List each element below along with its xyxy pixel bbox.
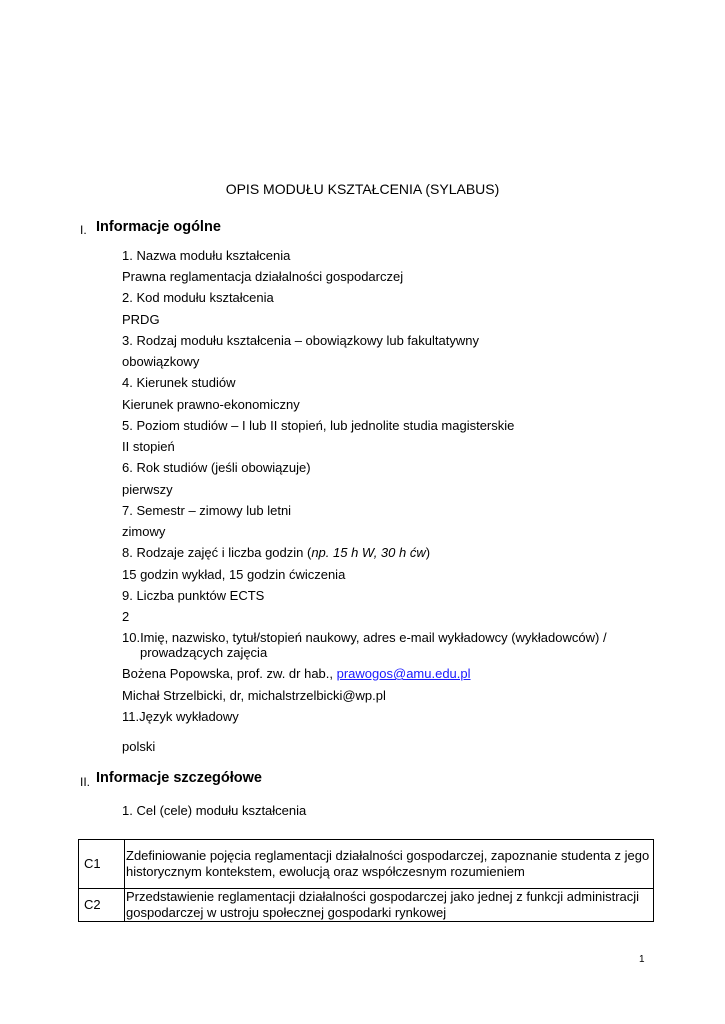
table-row bbox=[79, 840, 654, 889]
item-4-value: Kierunek prawno-ekonomiczny bbox=[122, 397, 300, 412]
section-1-number: I. bbox=[80, 223, 87, 237]
goal-1-line-2: historycznym kontekstem, ewolucją oraz współczesnym rozumieniem bbox=[126, 864, 525, 879]
item-9-value: 2 bbox=[122, 609, 130, 624]
item-8-label-post: ) bbox=[425, 545, 431, 560]
item-1-value: Prawna reglamentacja działalności gospodarczej bbox=[122, 269, 404, 284]
goal-description bbox=[125, 840, 654, 889]
item-6-value: pierwszy bbox=[122, 482, 173, 497]
item-11-value: polski bbox=[122, 739, 156, 754]
item-3-value: obowiązkowy bbox=[122, 354, 200, 369]
item-7-label: 7. Semestr – zimowy lub letni bbox=[122, 503, 292, 518]
item-10-label-line1: 10.Imię, nazwisko, tytuł/stopień naukowy, adres e-mail wykładowcy (wykładowców) / bbox=[122, 630, 607, 645]
table-row bbox=[79, 889, 654, 922]
item-8-label-italic: np. 15 h W, 30 h ćw bbox=[311, 545, 426, 560]
section-2-number: II. bbox=[80, 775, 91, 789]
item-8-value: 15 godzin wykład, 15 godzin ćwiczenia bbox=[122, 567, 346, 582]
item-8-label bbox=[122, 545, 430, 561]
section-1-heading: Informacje ogólne bbox=[96, 219, 221, 235]
goal-1-line-1: Zdefiniowanie pojęcia reglamentacji działalności gospodarczej, zapoznanie studenta z jego bbox=[126, 848, 650, 863]
lecturer-1-email-link[interactable]: prawogos@amu.edu.pl bbox=[336, 666, 471, 681]
item-10-label-line2: prowadzących zajęcia bbox=[140, 645, 268, 660]
item-1-label: 1. Nazwa modułu kształcenia bbox=[122, 248, 291, 263]
item-2-label: 2. Kod modułu kształcenia bbox=[122, 290, 274, 305]
goals-label: 1. Cel (cele) modułu kształcenia bbox=[122, 803, 307, 818]
item-2-value: PRDG bbox=[122, 312, 160, 327]
lecturer-2: Michał Strzelbicki, dr, michalstrzelbicki@wp.pl bbox=[122, 688, 386, 703]
lecturer-1-text: Bożena Popowska, prof. zw. dr hab., bbox=[122, 666, 337, 681]
item-6-label: 6. Rok studiów (jeśli obowiązuje) bbox=[122, 460, 311, 475]
section-2-heading: Informacje szczegółowe bbox=[96, 770, 262, 786]
lecturer-1 bbox=[122, 666, 471, 682]
goal-2-line-2: gospodarczej w ustroju społecznej gospodarki rynkowej bbox=[126, 905, 447, 920]
item-5-label: 5. Poziom studiów – I lub II stopień, lub jednolite studia magisterskie bbox=[122, 418, 515, 433]
page-number: 1 bbox=[639, 954, 645, 965]
document-title: OPIS MODUŁU KSZTAŁCENIA (SYLABUS) bbox=[225, 181, 500, 197]
item-11-label: 11.Język wykładowy bbox=[122, 709, 239, 724]
goal-code: C2 bbox=[79, 889, 125, 922]
item-8-label-pre: 8. Rodzaje zajęć i liczba godzin ( bbox=[122, 545, 312, 560]
item-7-value: zimowy bbox=[122, 524, 166, 539]
item-5-value: II stopień bbox=[122, 439, 175, 454]
item-4-label: 4. Kierunek studiów bbox=[122, 375, 236, 390]
goal-2-line-1: Przedstawienie reglamentacji działalności gospodarczej jako jednej z funkcji administracji bbox=[126, 889, 640, 904]
goal-description bbox=[125, 889, 654, 922]
goal-code: C1 bbox=[79, 840, 125, 889]
item-3-label: 3. Rodzaj modułu kształcenia – obowiązkowy lub fakultatywny bbox=[122, 333, 479, 348]
item-9-label: 9. Liczba punktów ECTS bbox=[122, 588, 265, 603]
goals-table bbox=[78, 839, 654, 922]
